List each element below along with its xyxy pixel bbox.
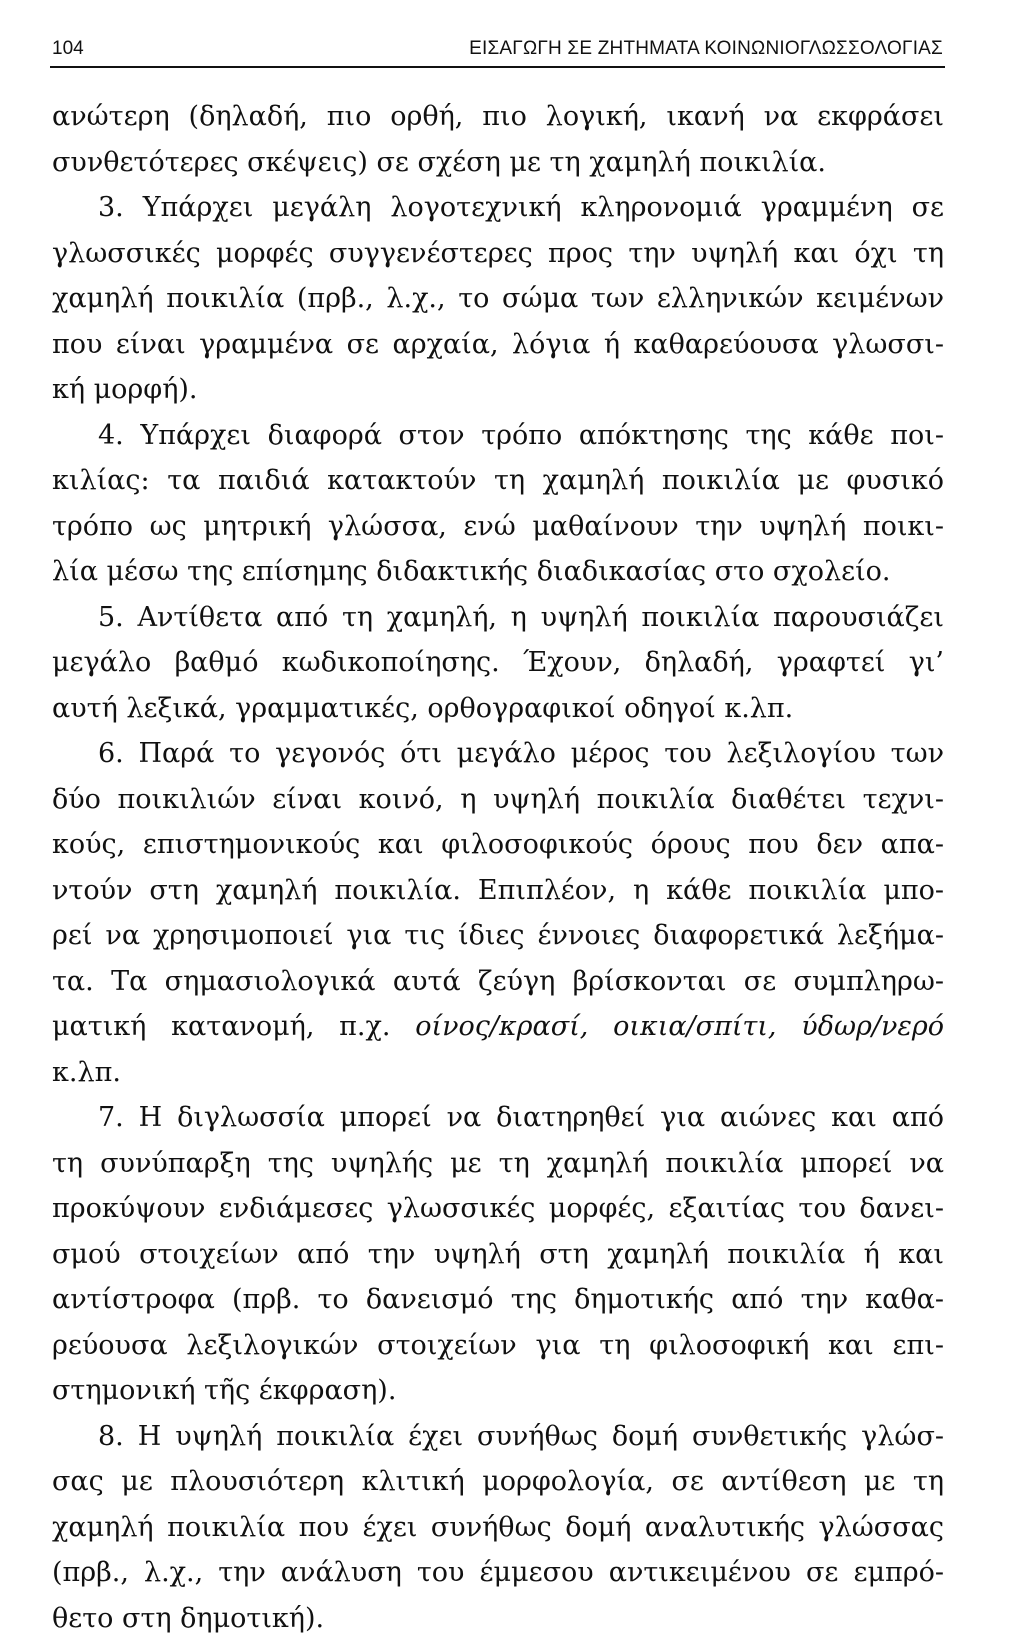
- text-line: μεγάλο βαθμό κωδικοποίησης. Έχουν, δηλαδή, γραφτεί γι’: [52, 640, 944, 686]
- text-line: ρεί να χρησιμοποιεί για τις ίδιες έννοιες διαφορετικά λεξήμα-: [52, 913, 944, 959]
- body-text: [52, 94, 944, 1641]
- italic-word-pairs: οίνος/κρασί, οικια/σπίτι, ύδωρ/νερό: [415, 1011, 944, 1042]
- text-line: κιλίας: τα παιδιά κατακτούν τη χαμηλή ποικιλία με φυσικό: [52, 458, 944, 504]
- text-line: σας με πλουσιότερη κλιτική μορφολογία, σε αντίθεση με τη: [52, 1459, 944, 1505]
- text-line: τρόπο ως μητρική γλώσσα, ενώ μαθαίνουν την υψηλή ποικι-: [52, 504, 944, 550]
- text-line: γλωσσικές μορφές συγγενέστερες προς την υψηλή και όχι τη: [52, 231, 944, 277]
- text-line: που είναι γραμμένα σε αρχαία, λόγια ή καθαρεύουσα γλωσσι-: [52, 322, 944, 368]
- text-line: προκύψουν ενδιάμεσες γλωσσικές μορφές, εξαιτίας του δανει-: [52, 1186, 944, 1232]
- text-line: τα. Τα σημασιολογικά αυτά ζεύγη βρίσκονται σε συμπληρω-: [52, 959, 944, 1005]
- text-line: αυτή λεξικά, γραμματικές, ορθογραφικοί οδηγοί κ.λπ.: [52, 686, 944, 732]
- text-line: συνθετότερες σκέψεις) σε σχέση με τη χαμηλή ποικιλία.: [52, 140, 944, 186]
- running-header: [50, 36, 945, 68]
- text-line: 4. Υπάρχει διαφορά στον τρόπο απόκτησης της κάθε ποι-: [52, 413, 944, 459]
- text-line: λία μέσω της επίσημης διδακτικής διαδικασίας στο σχολείο.: [52, 549, 944, 595]
- text-line: (πρβ., λ.χ., την ανάλυση του έμμεσου αντικειμένου σε εμπρό-: [52, 1550, 944, 1596]
- text-line: 3. Υπάρχει μεγάλη λογοτεχνική κληρονομιά γραμμένη σε: [52, 185, 944, 231]
- text-line: ντούν στη χαμηλή ποικιλία. Επιπλέον, η κάθε ποικιλία μπο-: [52, 868, 944, 914]
- text-line: θετο στη δημοτική).: [52, 1596, 944, 1641]
- text-line: στημονική τη̃ς έκφραση).: [52, 1368, 944, 1414]
- text-line: κ.λπ.: [52, 1050, 944, 1096]
- text-line: αντίστροφα (πρβ. το δανεισμό της δημοτικής από την καθα-: [52, 1277, 944, 1323]
- text-line: 6. Παρά το γεγονός ότι μεγάλο μέρος του λεξιλογίου των: [52, 731, 944, 777]
- text-line: 5. Αντίθετα από τη χαμηλή, η υψηλή ποικιλία παρουσιάζει: [52, 595, 944, 641]
- running-title: ΕΙΣΑΓΩΓΗ ΣΕ ΖΗΤΗΜΑΤΑ ΚΟΙΝΩΝΙΟΓΛΩΣΣΟΛΟΓΙΑΣ: [469, 38, 943, 60]
- text-line: 7. Η διγλωσσία μπορεί να διατηρηθεί για αιώνες και από: [52, 1095, 944, 1141]
- line-prefix: ματική κατανομή, π.χ.: [52, 1011, 415, 1042]
- text-line: κή μορφή).: [52, 367, 944, 413]
- text-line: σμού στοιχείων από την υψηλή στη χαμηλή ποικιλία ή και: [52, 1232, 944, 1278]
- text-line: χαμηλή ποικιλία που έχει συνήθως δομή αναλυτικής γλώσσας: [52, 1505, 944, 1551]
- text-line: κούς, επιστημονικούς και φιλοσοφικούς όρους που δεν απα-: [52, 822, 944, 868]
- text-line: ρεύουσα λεξιλογικών στοιχείων για τη φιλοσοφική και επι-: [52, 1323, 944, 1369]
- text-line: χαμηλή ποικιλία (πρβ., λ.χ., το σώμα των ελληνικών κειμένων: [52, 276, 944, 322]
- text-line: τη συνύπαρξη της υψηλής με τη χαμηλή ποικιλία μπορεί να: [52, 1141, 944, 1187]
- page-number: 104: [52, 38, 84, 60]
- text-line-with-italics: [52, 1004, 944, 1050]
- text-line: ανώτερη (δηλαδή, πιο ορθή, πιο λογική, ικανή να εκφράσει: [52, 94, 944, 140]
- text-line: 8. Η υψηλή ποικιλία έχει συνήθως δομή συνθετικής γλώσ-: [52, 1414, 944, 1460]
- text-line: δύο ποικιλιών είναι κοινό, η υψηλή ποικιλία διαθέτει τεχνι-: [52, 777, 944, 823]
